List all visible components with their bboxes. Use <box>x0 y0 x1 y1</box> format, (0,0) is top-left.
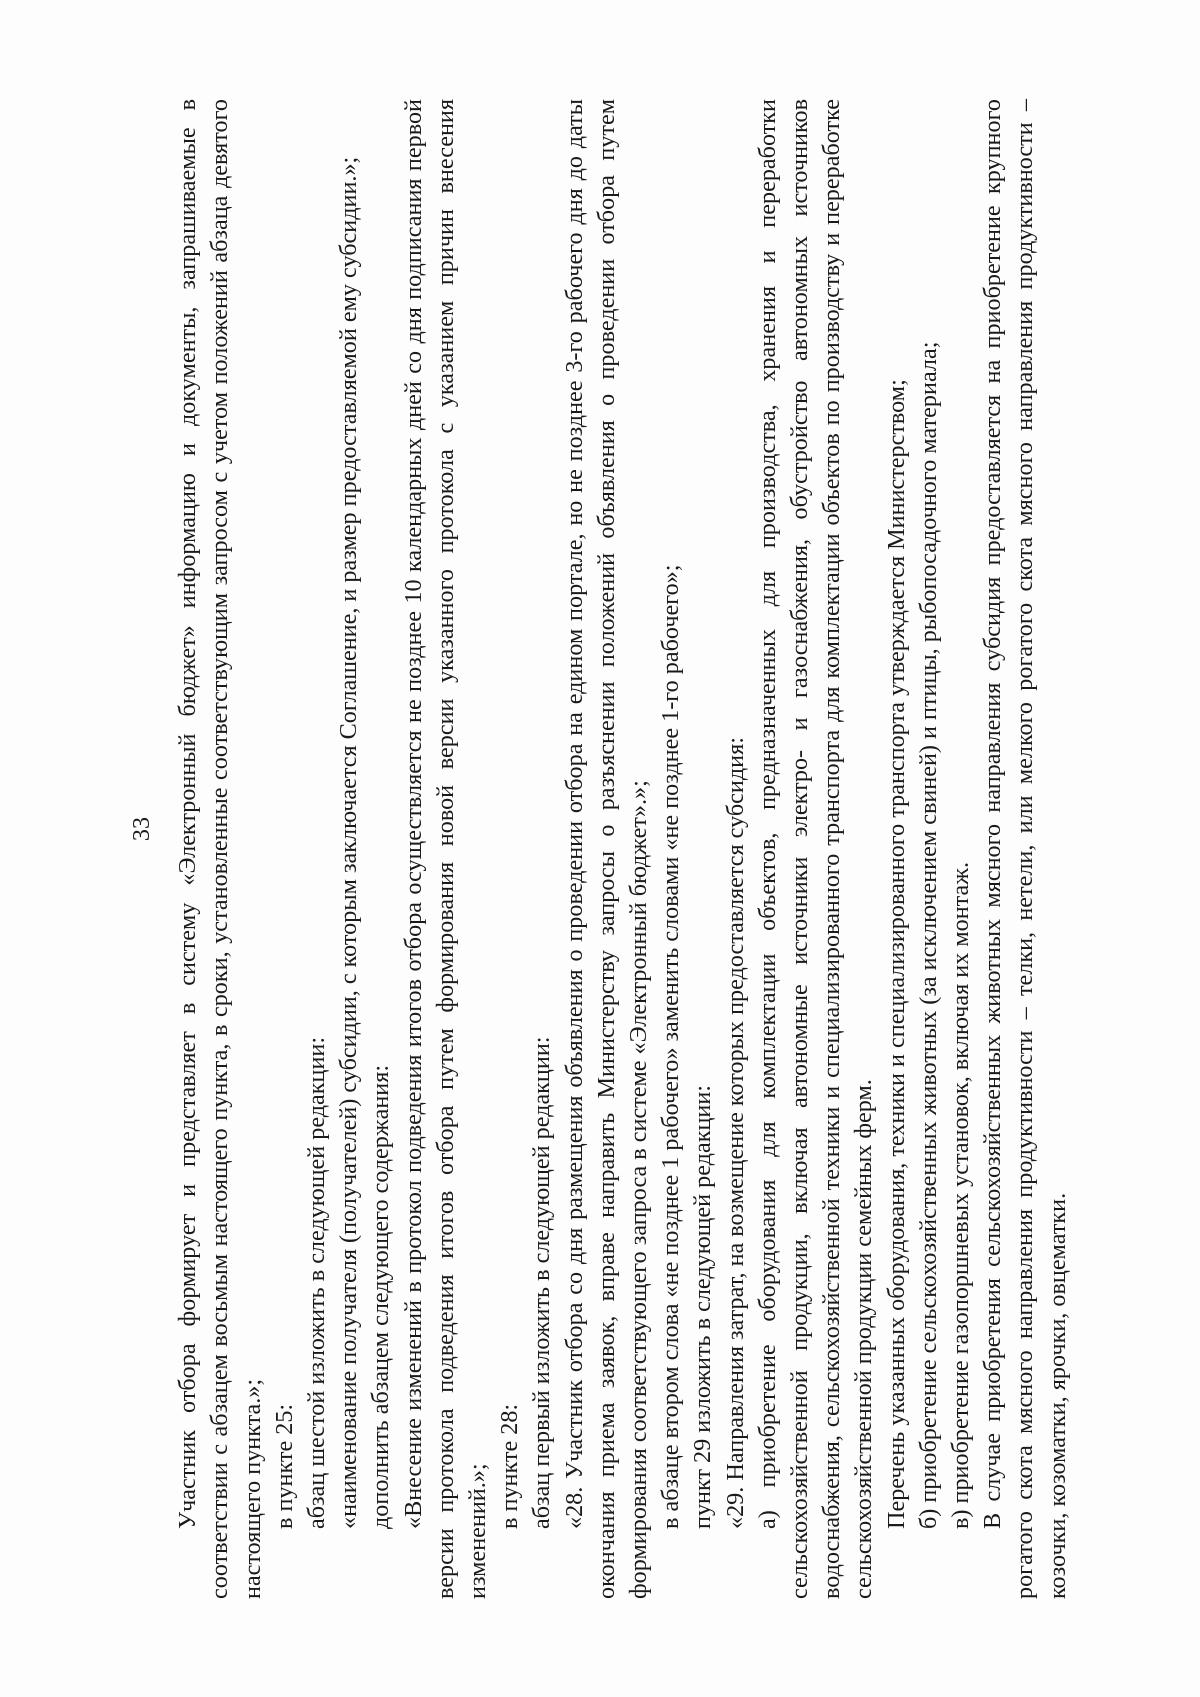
paragraph: в пункте 28: <box>496 1403 524 1529</box>
paragraph: дополнить абзацем следующего содержания: <box>367 1064 395 1529</box>
paragraph: абзац первый изложить в следующей редакции: <box>528 1036 556 1529</box>
paragraph: пункт 29 изложить в следующей редакции: <box>689 1084 717 1529</box>
paragraph: «28. Участник отбора со дня размещения объявления о проведении отбора на едином портале, но не позднее 3-го рабочего дня до даты окончания приема заявок, вправе направить Министерству запросы о разъяснении положений объявления о проведении отбора путем формирования соответствующего запроса в системе «Электронный бюджет».»; <box>560 98 653 1599</box>
paragraph: В случае приобретения сельскохозяйственных животных мясного направления субсидия предоставляется на приобретение крупного рогатого скота мясного направления продуктивности – телки, нетели, или мелкого рогатого скота мясного направления продуктивности – козочки, козоматки, ярочки, овцематки. <box>979 98 1071 1599</box>
document-body <box>172 99 1074 1599</box>
paragraph: в) приобретение газопоршневых установок, включая их монтаж. <box>947 861 975 1529</box>
paragraph: б) приобретение сельскохозяйственных животных (за исключением свиней) и птицы, рыбопосадочного материала; <box>914 341 942 1529</box>
paragraph: «29. Направления затрат, на возмещение которых предоставляется субсидия: <box>721 736 749 1529</box>
paragraph: «Внесение изменений в протокол подведения итогов отбора осуществляется не позднее 10 календарных дней со дня подписания первой версии протокола подведения итогов отбора путем формирования новой версии указанного протокола с указанием причин внесения изменений.»; <box>399 98 492 1599</box>
paragraph: в пункте 25: <box>270 1403 298 1529</box>
rotated-text-block <box>126 99 1074 1599</box>
paragraph: абзац шестой изложить в следующей редакции: <box>303 1036 331 1529</box>
paragraph: Участник отбора формирует и представляет в систему «Электронный бюджет» информацию и документы, запрашиваемые в соответствии с абзацем восьмым настоящего пункта, в сроки, установленные соответствующим запросом с учетом положений абзаца девятого настоящего пункта.»; <box>174 98 266 1599</box>
paragraph: в абзаце втором слова «не позднее 1 рабочего» заменить словами «не позднее 1-го рабочего»; <box>657 564 685 1529</box>
page-number: 33 <box>128 816 156 841</box>
paragraph: а) приобретение оборудования для комплектации объектов, предназначенных для производства, хранения и переработки сельскохозяйственной продукции, включая автономные источники электро- и газоснабжения, обустройство автономных источников водоснабжения, сельскохозяйственной техники и специализированного транспорта для комплектации объектов по производству и переработке сельскохозяйственной продукции семейных ферм. <box>753 98 878 1599</box>
paragraph: Перечень указанных оборудования, техники и специализированного транспорта утверждается Министерством; <box>882 378 910 1529</box>
paragraph: «наименование получателя (получателей) субсидии, с которым заключается Соглашение, и размер предоставляемой ему субсидии.»; <box>335 156 363 1529</box>
